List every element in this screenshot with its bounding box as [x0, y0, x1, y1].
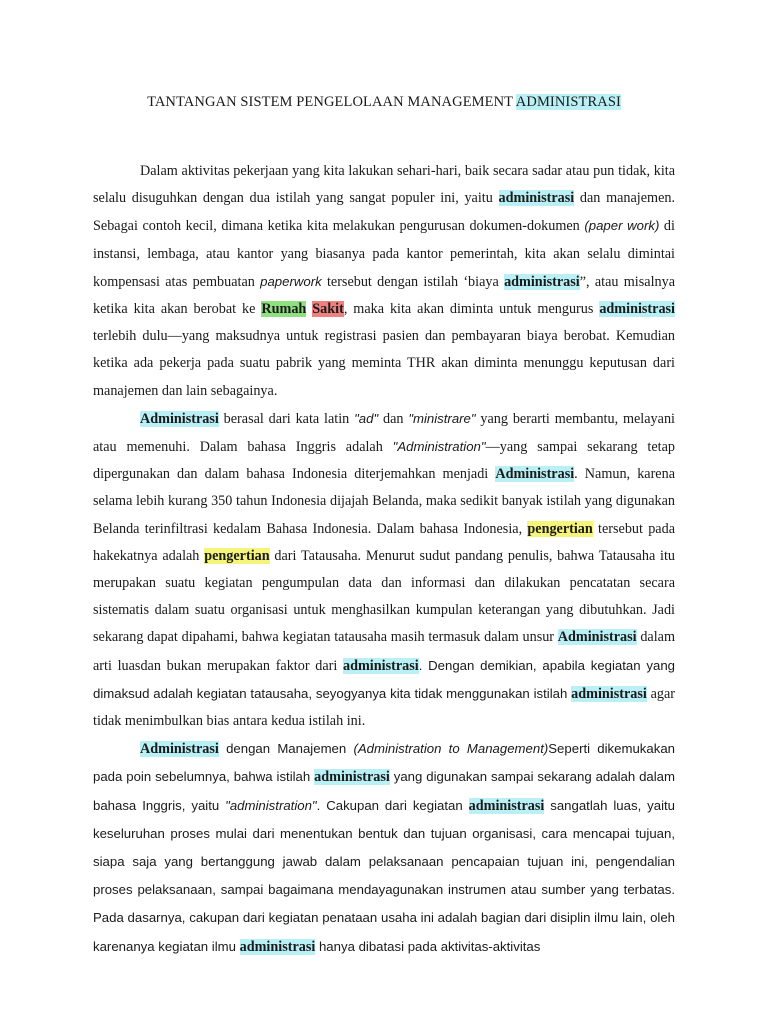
keyword-highlight: administrasi	[599, 301, 676, 318]
text-run: terlebih dulu—yang maksudnya untuk registrasi pasien dan pembayaran biaya berobat. Kemudian ketika ada pekerja pada suatu pabrik yang meminta THR akan diminta menunggu keputusan dari manajemen dan lain sebagainya.	[93, 328, 675, 399]
text-run: dari Tatausaha. Menurut sudut pandang penulis, bahwa Tatausaha itu merupakan suatu kegiatan pengumpulan data dan informasi dan dilakukan pencatatan secara sistematis dalam suatu organisasi untuk menghasilkan kumpulan keterangan yang dibutuhkan. Jadi sekarang dapat dipahami, bahwa kegiatan tatausaha masih termasuk dalam unsur	[93, 547, 676, 646]
keyword-highlight: Administrasi	[140, 741, 219, 758]
keyword-highlight: administrasi	[343, 657, 419, 674]
keyword-highlight-green: Rumah	[261, 301, 307, 318]
text-run: hanya dibatasi pada aktivitas-aktivitas	[315, 938, 541, 954]
text-run: dan manajemen. Sebagai contoh kecil, dimana ketika kita melakukan pengurusan dokumen-dokumen	[93, 190, 676, 235]
keyword-highlight: Administrasi	[495, 466, 575, 483]
keyword-highlight: administrasi	[504, 273, 580, 290]
text-run: . Dengan demikian, apabila kegiatan yang dimaksud adalah kegiatan tatausaha, seyogyanya kita tidak menggunakan istilah	[93, 657, 675, 701]
document-title	[93, 92, 675, 112]
text-run: ”, atau misalnya ketika kita akan berobat ke	[93, 273, 675, 318]
keyword-highlight: administrasi	[498, 190, 575, 207]
italic-term: "ministrare"	[408, 410, 476, 426]
paragraph-1	[93, 158, 675, 405]
keyword-highlight-red: Sakit	[312, 301, 344, 318]
italic-term: (Administration to Management)	[353, 741, 549, 757]
text-run: . Namun, karena selama lebih kurang 350 tahun Indonesia dijajah Belanda, maka sedikit banyak istilah yang digunakan Belanda terinfiltrasi kedalam Bahasa Indonesia. Dalam bahasa Indonesia,	[93, 466, 675, 537]
keyword-highlight-yellow: pengertian	[527, 520, 593, 537]
keyword-highlight: administrasi	[468, 797, 545, 814]
text-run: sangatlah luas, yaitu keseluruhan proses mulai dari menentukan bentuk dan tujuan organisasi, cara mencapai tujuan, siapa saja yang bertanggung jawab dalam pelaksanaan pencapaian tujuan ini, pengendalian proses pelaksanaan, sampai bagaimana mendayagunakan instrumen atau sumber yang terbatas. Pada dasarnya, cakupan dari kegiatan penataan usaha ini adalah bagian dari disiplin ilmu lain, oleh karenanya kegiatan ilmu	[93, 797, 676, 954]
text-run: . Cakupan dari kegiatan	[316, 797, 469, 813]
text-run: agar tidak menimbulkan bias antara kedua istilah ini.	[93, 685, 676, 730]
italic-term: (paper work)	[584, 218, 660, 234]
keyword-highlight: Administrasi	[557, 629, 637, 646]
text-run: dalam arti luasdan bukan merupakan faktor dari	[93, 629, 675, 674]
text-run: Seperti dikemukakan pada poin sebelumnya, bahwa istilah	[93, 741, 675, 785]
paragraph-3	[93, 735, 675, 961]
keyword-highlight: administrasi	[239, 938, 316, 955]
keyword-highlight: administrasi	[571, 685, 647, 702]
title-highlight: ADMINISTRASI	[515, 94, 621, 110]
text-run: tersebut dengan istilah ‘biaya	[321, 273, 505, 290]
italic-term: "administration"	[225, 797, 317, 813]
text-run: yang berarti membantu, melayani atau memenuhi. Dalam bahasa Inggris adalah	[93, 410, 675, 456]
paragraph-2	[93, 405, 675, 735]
keyword-highlight: administrasi	[314, 769, 390, 786]
text-run: dengan Manajemen	[218, 741, 354, 757]
text-run: tersebut pada hakekatnya adalah	[93, 520, 675, 564]
text-run: Dalam aktivitas pekerjaan yang kita lakukan sehari-hari, baik secara sadar atau pun tidak, kita selalu disuguhkan dengan dua istilah yang sangat populer ini, yaitu	[93, 163, 675, 207]
text-run: —yang sampai sekarang tetap dipergunakan dan dalam bahasa Indonesia diterjemahkan menjadi	[93, 439, 675, 483]
italic-term: paperwork	[260, 273, 322, 289]
text-run: berasal dari kata latin	[218, 410, 355, 427]
text-run: di instansi, lembaga, atau kantor yang biasanya pada kantor pemerintah, kita akan selalu dimintai kompensasi atas pembuatan	[93, 218, 675, 290]
document-page	[93, 0, 675, 961]
text-run: dan	[378, 410, 409, 427]
italic-term: "ad"	[354, 410, 379, 426]
keyword-highlight: Administrasi	[140, 410, 219, 427]
title-text: TANTANGAN SISTEM PENGELOLAAN MANAGEMENT	[147, 94, 516, 110]
keyword-highlight-yellow: pengertian	[204, 547, 270, 564]
text-run: yang digunakan sampai sekarang adalah dalam bahasa Inggris, yaitu	[93, 769, 675, 813]
italic-term: "Administration"	[392, 439, 486, 455]
text-run: , maka kita akan diminta untuk mengurus	[343, 301, 600, 318]
